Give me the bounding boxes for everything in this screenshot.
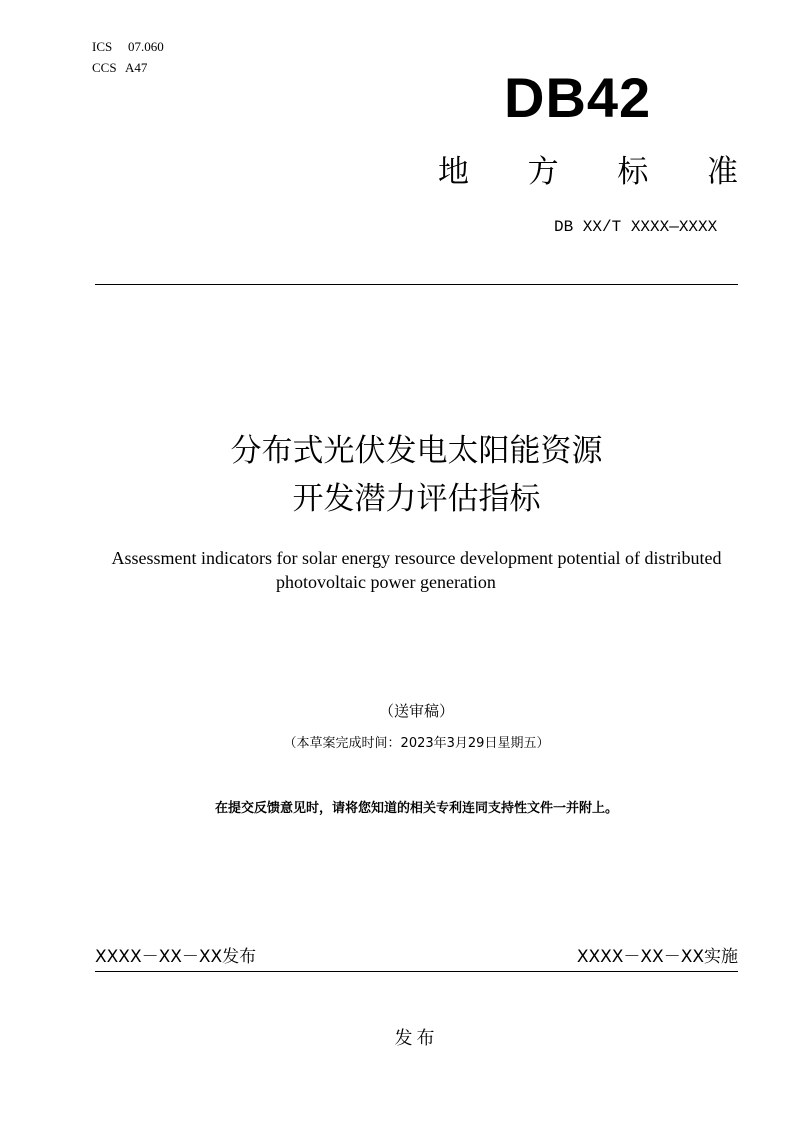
dates-row — [95, 945, 738, 969]
footer-divider — [95, 971, 738, 972]
ccs-line — [92, 61, 147, 75]
standard-code: DB XX/T XXXX—XXXX — [554, 218, 718, 236]
standard-kind-char: 标 — [617, 154, 649, 190]
feedback-note: 在提交反馈意见时，请将您知道的相关专利连同支持性文件一并附上。 — [214, 801, 618, 816]
header-divider — [95, 284, 738, 285]
ics-label: ICS — [92, 39, 113, 54]
db42-logo: DB42 — [504, 66, 652, 129]
ics-line — [92, 40, 164, 54]
ccs-label: CCS — [92, 60, 117, 75]
publisher: 发布 — [394, 1028, 439, 1049]
title-en-line2: photovoltaic power generation — [276, 572, 496, 592]
standard-kind-char: 方 — [527, 154, 559, 190]
completion-note: （本草案完成时间：2023年3月29日星期五） — [283, 736, 550, 751]
standard-kind-char: 准 — [706, 154, 738, 190]
title-en-line1: Assessment indicators for solar energy resource development potential of distributed — [111, 548, 722, 568]
ics-value: 07.060 — [128, 39, 164, 54]
standard-kind — [438, 150, 738, 194]
title-cn-line2: 开发潜力评估指标 — [292, 481, 541, 517]
draft-stage: （送审稿） — [378, 702, 454, 720]
ccs-value: A47 — [125, 60, 148, 75]
title-cn-line1: 分布式光伏发电太阳能资源 — [230, 433, 603, 469]
implement-date: XXXX－XX－XX实施 — [576, 947, 738, 967]
issue-date: XXXX－XX－XX发布 — [95, 947, 257, 967]
standard-kind-char: 地 — [438, 154, 469, 190]
